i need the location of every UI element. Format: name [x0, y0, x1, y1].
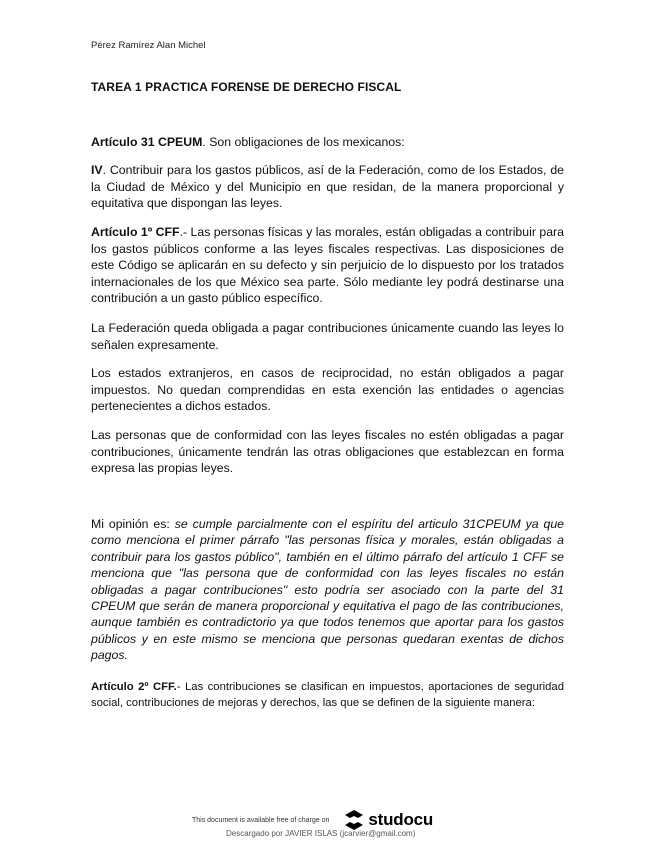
- article-31-text: . Son obligaciones de los mexicanos:: [202, 135, 405, 149]
- footer-availability: This document is available free of charge on: [192, 816, 330, 824]
- article-2-paragraph: [91, 680, 564, 711]
- personas-paragraph: Las personas que de conformidad con las leyes fiscales no estén obligadas a pagar contribuciones, únicamente tendrán las otras obligaciones que establezcan en forma expresa las propias leyes.: [91, 428, 564, 475]
- studocu-logo[interactable]: [343, 809, 433, 831]
- estados-paragraph: Los estados extranjeros, en casos de reciprocidad, no están obligados a pagar impuestos. No quedan comprendidas en esta exención las entidades o agencias pertenecientes a dichos estados.: [91, 366, 564, 413]
- federacion-paragraph: La Federación queda obligada a pagar contribuciones únicamente cuando las leyes lo señalen expresamente.: [91, 321, 564, 352]
- download-note: Descargado por JAVIER ISLAS (jcarvier@gmail.com): [226, 829, 416, 838]
- fraccion-iv-paragraph: [91, 162, 564, 212]
- article-1-paragraph: [91, 224, 564, 307]
- studocu-brand: studocu: [368, 810, 434, 829]
- article-2-text: - Las contribuciones se clasifican en impuestos, aportaciones de seguridad social, contribuciones de mejoras y derechos, las que se definen de la siguiente manera:: [91, 681, 564, 709]
- opinion-text: se cumple parcialmente con el espíritu del articulo 31CPEUM ya que como menciona el primer párrafo "las personas física y morales, están obligadas a contribuir para los gastos público", también en el último párrafo del artículo 1 CFF se menciona que "las persona que de conformidad con las leyes fiscales no están obligadas a pagar contribuciones" esto podría ser asociado con la parte del 31 CPEUM que serán de manera proporcional y equitativa el pago de las contribuciones, aunque también es contradictorio ya que todos tenemos que aportar para los gastos públicos y en este mismo se menciona que personas quedaran exentas de dichos pagos.: [91, 517, 564, 663]
- fraccion-numeral: IV: [91, 163, 103, 177]
- opinion-lead: Mi opinión es:: [91, 517, 175, 531]
- article-31-paragraph: [91, 134, 564, 151]
- footer-banner: [192, 809, 433, 831]
- article-31-heading: Artículo 31 CPEUM: [91, 135, 203, 149]
- opinion-paragraph: [91, 516, 564, 664]
- article-1-heading: Artículo 1º CFF: [91, 225, 180, 239]
- document-title: TAREA 1 PRACTICA FORENSE DE DERECHO FISCAL: [91, 80, 402, 94]
- studocu-logo-icon: [343, 809, 365, 831]
- article-1-text: .- Las personas físicas y las morales, están obligadas a contribuir para los gastos públicos conforme a las leyes fiscales respectivas. Las disposiciones de este Código se aplicarán en su defecto y sin perjuicio de lo dispuesto por los tratados internacionales de los que México sea parte. Sólo mediante ley podrá destinarse una contribución a un gasto público específico.: [91, 225, 564, 305]
- author-name: Pérez Ramírez Alan Michel: [91, 40, 206, 51]
- fraccion-text: . Contribuir para los gastos públicos, así de la Federación, como de los Estados, de la Ciudad de México y del Municipio en que residan, de la manera proporcional y equitativa que dispongan las leyes.: [91, 163, 564, 210]
- article-2-heading: Artículo 2º CFF.: [91, 681, 177, 693]
